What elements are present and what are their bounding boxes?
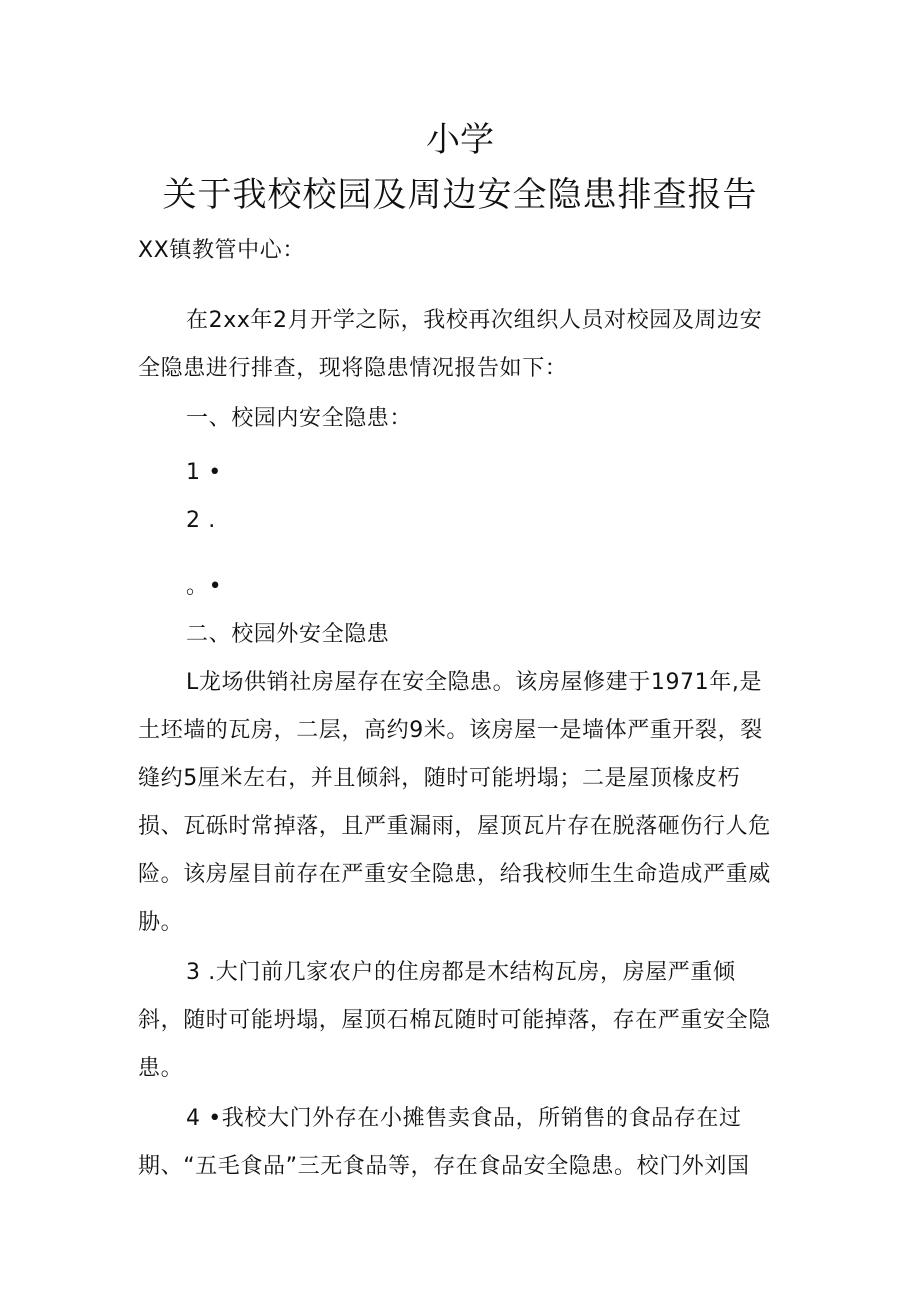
section2-heading: 二、校园外安全隐患 [186, 622, 390, 647]
section2-item4-line-1: 4 •我校大门外存在小摊售卖食品，所销售的食品存在过 [186, 1106, 742, 1131]
intro-line-2: 全隐患进行排查，现将隐患情况报告如下： [138, 356, 568, 381]
section2-item3-line-1: 3 .大门前几家农户的住房都是木结构瓦房，房屋严重倾 [186, 960, 736, 985]
section1-heading: 一、校园内安全隐患： [186, 406, 413, 431]
section1-item-1: 1 • [186, 460, 222, 485]
section1-item-2: 2 . [186, 508, 216, 533]
section2-item1-line-6: 胁。 [138, 910, 184, 935]
section2-item1-line-1: L龙场供销社房屋存在安全隐患。该房屋修建于1971年,是 [186, 670, 763, 695]
section2-item1-line-4: 损、瓦砾时常掉落，且严重漏雨，屋顶瓦片存在脱落砸伤行人危 [138, 814, 771, 839]
recipient-line: XX镇教管中心： [138, 238, 305, 263]
section2-item1-line-2: 土坯墙的瓦房，二层，高约9米。该房屋一是墙体严重开裂，裂 [138, 718, 763, 743]
intro-line-1: 在2xx年2月开学之际，我校再次组织人员对校园及周边安 [186, 308, 763, 333]
section1-item-3: 。• [186, 574, 223, 599]
section2-item1-line-5: 险。该房屋目前存在严重安全隐患，给我校师生生命造成严重威 [138, 862, 771, 887]
school-title: 小学 [426, 120, 494, 160]
report-title: 关于我校校园及周边安全隐患排查报告 [162, 175, 758, 215]
section2-item4-line-2: 期、“五毛食品”三无食品等，存在食品安全隐患。校门外刘国 [138, 1154, 750, 1179]
section2-item1-line-3: 缝约5厘米左右，并且倾斜，随时可能坍塌；二是屋顶椽皮朽 [138, 766, 741, 791]
section2-item3-line-2: 斜，随时可能坍塌，屋顶石棉瓦随时可能掉落，存在严重安全隐 [138, 1008, 771, 1033]
section2-item3-line-3: 患。 [138, 1056, 184, 1081]
